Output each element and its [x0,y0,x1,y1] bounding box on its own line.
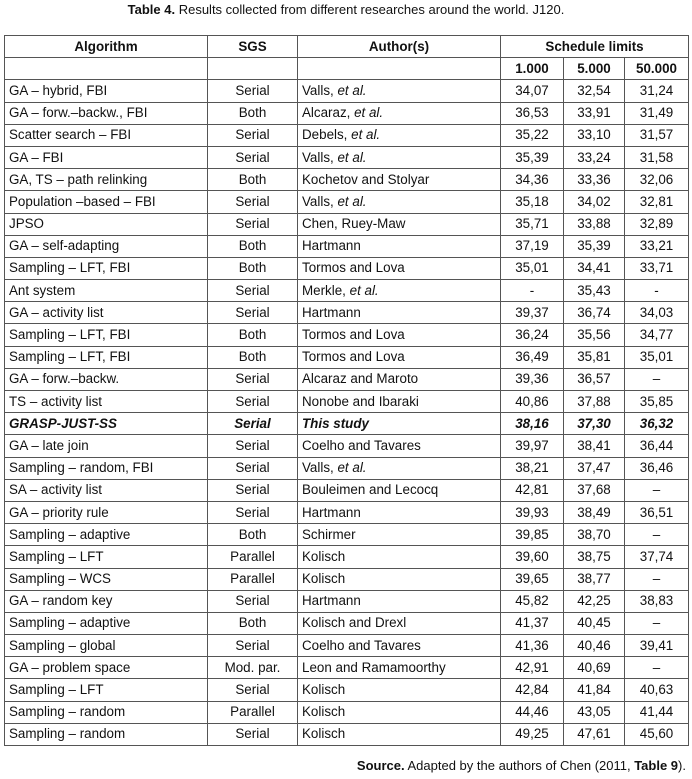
cell-authors [298,413,501,435]
cell-limit-5000: 34,41 [564,257,625,279]
cell-limit-1000: 39,65 [501,568,564,590]
cell-limit-5000: 47,61 [564,723,625,745]
header-authors: Author(s) [298,36,501,58]
cell-algorithm: Population –based – FBI [5,191,208,213]
author-name: Tormos and Lova [302,327,405,343]
author-name: Bouleimen and Lecocq [302,482,439,498]
cell-authors [298,679,501,701]
cell-limit-1000: 42,91 [501,657,564,679]
cell-limit-50000: – [625,479,689,501]
author-name: Coelho and Tavares [302,637,421,653]
cell-sgs: Both [208,169,298,191]
cell-authors [298,590,501,612]
cell-authors [298,479,501,501]
author-name: Valls, [302,82,338,98]
cell-limit-5000: 38,41 [564,435,625,457]
cell-limit-1000: 44,46 [501,701,564,723]
header-limit-50000: 50.000 [625,58,689,80]
cell-limit-50000: 33,71 [625,257,689,279]
cell-limit-50000: 36,51 [625,501,689,523]
cell-limit-50000: 35,85 [625,391,689,413]
cell-algorithm: Sampling – random [5,701,208,723]
author-name: Hartmann [302,593,361,609]
author-name: Chen, Ruey-Maw [302,216,406,232]
table-row [5,124,689,146]
cell-sgs: Parallel [208,568,298,590]
table-row [5,568,689,590]
cell-limit-1000: 34,36 [501,169,564,191]
cell-limit-50000: 31,49 [625,102,689,124]
cell-sgs: Serial [208,280,298,302]
cell-limit-50000: 31,58 [625,146,689,168]
table-row [5,657,689,679]
source-note [357,758,686,774]
cell-limit-5000: 33,91 [564,102,625,124]
cell-algorithm: GA – forw.–backw. [5,368,208,390]
cell-sgs: Serial [208,191,298,213]
cell-limit-1000: 39,97 [501,435,564,457]
author-name: Debels, [302,127,352,143]
cell-limit-5000: 33,10 [564,124,625,146]
cell-algorithm: Ant system [5,280,208,302]
author-name: Hartmann [302,304,361,320]
cell-limit-1000: 36,24 [501,324,564,346]
author-name: Valls, [302,460,338,476]
cell-authors [298,146,501,168]
cell-authors [298,302,501,324]
cell-algorithm: Sampling – adaptive [5,524,208,546]
cell-sgs: Serial [208,413,298,435]
table-row [5,635,689,657]
cell-limit-50000: 32,89 [625,213,689,235]
cell-limit-1000: - [501,280,564,302]
cell-limit-1000: 38,21 [501,457,564,479]
cell-limit-50000: 41,44 [625,701,689,723]
table-row [5,457,689,479]
cell-limit-1000: 39,36 [501,368,564,390]
cell-limit-5000: 32,54 [564,80,625,102]
cell-sgs: Serial [208,124,298,146]
author-etal: et al. [337,193,367,209]
cell-algorithm: GA, TS – path relinking [5,169,208,191]
author-name: This study [302,415,369,431]
table-row [5,701,689,723]
author-name: Kolisch and Drexl [302,615,407,631]
cell-limit-1000: 39,93 [501,501,564,523]
cell-sgs: Serial [208,146,298,168]
author-name: Nonobe and Ibaraki [302,393,419,409]
cell-sgs: Serial [208,213,298,235]
cell-limit-50000: – [625,657,689,679]
cell-limit-5000: 37,88 [564,391,625,413]
cell-limit-50000: 39,41 [625,635,689,657]
table-row [5,102,689,124]
cell-limit-1000: 49,25 [501,723,564,745]
cell-limit-1000: 35,01 [501,257,564,279]
cell-authors [298,191,501,213]
author-name: Kolisch [302,548,346,564]
cell-limit-50000: – [625,568,689,590]
author-name: Valls, [302,149,338,165]
cell-authors [298,213,501,235]
cell-sgs: Serial [208,479,298,501]
cell-authors [298,568,501,590]
author-etal: et al. [337,82,367,98]
cell-limit-50000: 32,81 [625,191,689,213]
author-etal: et al. [349,282,379,298]
cell-limit-5000: 38,70 [564,524,625,546]
cell-authors [298,435,501,457]
table-row [5,679,689,701]
cell-algorithm: GA – priority rule [5,501,208,523]
table-caption [0,2,692,18]
cell-limit-1000: 41,36 [501,635,564,657]
header-limit-1000: 1.000 [501,58,564,80]
cell-limit-1000: 35,71 [501,213,564,235]
table-row [5,213,689,235]
source-ref: Table 9 [634,758,679,773]
author-name: Kolisch [302,682,346,698]
cell-algorithm: SA – activity list [5,479,208,501]
cell-authors [298,124,501,146]
table-row [5,191,689,213]
cell-sgs: Both [208,612,298,634]
cell-sgs: Both [208,524,298,546]
table-row [5,590,689,612]
cell-sgs: Mod. par. [208,657,298,679]
cell-authors [298,701,501,723]
cell-limit-1000: 42,84 [501,679,564,701]
cell-authors [298,391,501,413]
table-row [5,368,689,390]
cell-limit-5000: 33,24 [564,146,625,168]
cell-limit-50000: 38,83 [625,590,689,612]
cell-limit-1000: 45,82 [501,590,564,612]
table-row [5,546,689,568]
cell-limit-5000: 40,46 [564,635,625,657]
table-row [5,413,689,435]
cell-sgs: Both [208,102,298,124]
author-name: Coelho and Tavares [302,437,421,453]
header-row [5,36,689,58]
author-name: Hartmann [302,238,361,254]
table-row [5,324,689,346]
cell-limit-1000: 39,37 [501,302,564,324]
cell-authors [298,324,501,346]
subheader-blank [5,58,208,80]
cell-algorithm: Sampling – LFT [5,546,208,568]
author-name: Tormos and Lova [302,349,405,365]
author-name: Tormos and Lova [302,260,405,276]
cell-sgs: Serial [208,435,298,457]
cell-sgs: Serial [208,590,298,612]
cell-limit-5000: 35,39 [564,235,625,257]
cell-sgs: Serial [208,457,298,479]
cell-limit-1000: 38,16 [501,413,564,435]
cell-limit-1000: 35,18 [501,191,564,213]
subheader-blank [208,58,298,80]
cell-authors [298,102,501,124]
caption-label: Table 4. [127,2,176,17]
table-row [5,435,689,457]
cell-limit-50000: 36,46 [625,457,689,479]
author-name: Leon and Ramamoorthy [302,659,446,675]
author-name: Alcaraz and Maroto [302,371,419,387]
cell-algorithm: Sampling – LFT, FBI [5,257,208,279]
header-algorithm: Algorithm [5,36,208,58]
cell-sgs: Both [208,235,298,257]
cell-limit-1000: 34,07 [501,80,564,102]
cell-limit-5000: 38,49 [564,501,625,523]
cell-limit-50000: 36,32 [625,413,689,435]
cell-limit-50000: - [625,280,689,302]
cell-limit-5000: 36,57 [564,368,625,390]
cell-algorithm: Sampling – random, FBI [5,457,208,479]
table-row [5,612,689,634]
cell-authors [298,169,501,191]
cell-algorithm: Sampling – random [5,723,208,745]
cell-limit-5000: 35,56 [564,324,625,346]
table-row [5,479,689,501]
cell-limit-1000: 39,60 [501,546,564,568]
author-name: Kochetov and Stolyar [302,171,430,187]
cell-sgs: Parallel [208,546,298,568]
cell-limit-50000: 33,21 [625,235,689,257]
cell-limit-50000: 35,01 [625,346,689,368]
author-name: Valls, [302,193,338,209]
cell-sgs: Serial [208,391,298,413]
cell-algorithm: Sampling – LFT, FBI [5,346,208,368]
cell-limit-1000: 40,86 [501,391,564,413]
cell-limit-50000: 31,24 [625,80,689,102]
cell-authors [298,457,501,479]
cell-sgs: Serial [208,368,298,390]
cell-algorithm: GA – self-adapting [5,235,208,257]
cell-limit-1000: 36,53 [501,102,564,124]
cell-authors [298,280,501,302]
cell-limit-5000: 40,69 [564,657,625,679]
cell-authors [298,546,501,568]
author-etal: et al. [337,149,367,165]
table-row [5,80,689,102]
cell-limit-5000: 37,47 [564,457,625,479]
author-name: Kolisch [302,726,346,742]
table-row [5,723,689,745]
table-row [5,146,689,168]
cell-authors [298,612,501,634]
cell-limit-50000: 36,44 [625,435,689,457]
subheader-row [5,58,689,80]
cell-algorithm: GA – FBI [5,146,208,168]
cell-limit-50000: 45,60 [625,723,689,745]
cell-algorithm: Sampling – adaptive [5,612,208,634]
header-limit-5000: 5.000 [564,58,625,80]
author-name: Kolisch [302,571,346,587]
cell-limit-1000: 39,85 [501,524,564,546]
cell-limit-5000: 41,84 [564,679,625,701]
cell-limit-5000: 37,30 [564,413,625,435]
cell-algorithm: GA – activity list [5,302,208,324]
table-row [5,280,689,302]
cell-limit-5000: 40,45 [564,612,625,634]
cell-limit-5000: 35,43 [564,280,625,302]
table-row [5,302,689,324]
header-schedule-limits: Schedule limits [501,36,689,58]
table-row [5,346,689,368]
cell-limit-50000: 32,06 [625,169,689,191]
cell-authors [298,635,501,657]
source-text-end: ). [678,758,686,773]
cell-limit-50000: 31,57 [625,124,689,146]
cell-sgs: Parallel [208,701,298,723]
table-row [5,235,689,257]
cell-algorithm: GRASP-JUST-SS [5,413,208,435]
author-name: Kolisch [302,704,346,720]
cell-sgs: Both [208,257,298,279]
cell-limit-5000: 36,74 [564,302,625,324]
cell-limit-1000: 41,37 [501,612,564,634]
cell-algorithm: JPSO [5,213,208,235]
cell-algorithm: TS – activity list [5,391,208,413]
cell-authors [298,501,501,523]
cell-limit-1000: 35,39 [501,146,564,168]
cell-limit-5000: 33,36 [564,169,625,191]
cell-sgs: Serial [208,679,298,701]
table-row [5,501,689,523]
cell-authors [298,368,501,390]
author-name: Hartmann [302,504,361,520]
cell-limit-5000: 33,88 [564,213,625,235]
caption-text: Results collected from different researches around the world. J120. [175,2,565,17]
cell-limit-50000: – [625,612,689,634]
cell-authors [298,80,501,102]
cell-sgs: Serial [208,635,298,657]
cell-sgs: Both [208,346,298,368]
source-label: Source. [356,758,405,773]
author-name: Alcaraz, [302,105,355,121]
cell-limit-50000: 37,74 [625,546,689,568]
cell-limit-5000: 43,05 [564,701,625,723]
cell-limit-5000: 34,02 [564,191,625,213]
cell-algorithm: Sampling – LFT, FBI [5,324,208,346]
cell-limit-5000: 37,68 [564,479,625,501]
cell-limit-50000: 40,63 [625,679,689,701]
cell-sgs: Serial [208,80,298,102]
cell-algorithm: GA – late join [5,435,208,457]
cell-sgs: Serial [208,302,298,324]
cell-limit-1000: 35,22 [501,124,564,146]
cell-sgs: Both [208,324,298,346]
author-name: Schirmer [302,526,356,542]
author-etal: et al. [337,460,367,476]
cell-algorithm: GA – forw.–backw., FBI [5,102,208,124]
cell-algorithm: Sampling – WCS [5,568,208,590]
cell-limit-5000: 42,25 [564,590,625,612]
cell-algorithm: GA – random key [5,590,208,612]
cell-limit-50000: 34,03 [625,302,689,324]
cell-limit-1000: 37,19 [501,235,564,257]
cell-authors [298,723,501,745]
cell-algorithm: Sampling – global [5,635,208,657]
cell-algorithm: Scatter search – FBI [5,124,208,146]
source-text: Adapted by the authors of Chen (2011, [404,758,635,773]
cell-limit-50000: 34,77 [625,324,689,346]
author-etal: et al. [351,127,381,143]
table-row [5,257,689,279]
header-sgs: SGS [208,36,298,58]
cell-limit-50000: – [625,524,689,546]
cell-limit-1000: 42,81 [501,479,564,501]
table-row [5,391,689,413]
subheader-blank [298,58,501,80]
cell-algorithm: Sampling – LFT [5,679,208,701]
results-table [4,35,689,746]
cell-authors [298,346,501,368]
cell-sgs: Serial [208,501,298,523]
table-body [5,80,689,746]
author-etal: et al. [354,105,384,121]
cell-limit-1000: 36,49 [501,346,564,368]
cell-authors [298,524,501,546]
table-row [5,524,689,546]
cell-limit-50000: – [625,368,689,390]
cell-limit-5000: 38,77 [564,568,625,590]
cell-sgs: Serial [208,723,298,745]
table-row [5,169,689,191]
cell-limit-5000: 35,81 [564,346,625,368]
cell-authors [298,257,501,279]
cell-authors [298,235,501,257]
cell-algorithm: GA – hybrid, FBI [5,80,208,102]
cell-algorithm: GA – problem space [5,657,208,679]
author-name: Merkle, [302,282,350,298]
cell-authors [298,657,501,679]
cell-limit-5000: 38,75 [564,546,625,568]
